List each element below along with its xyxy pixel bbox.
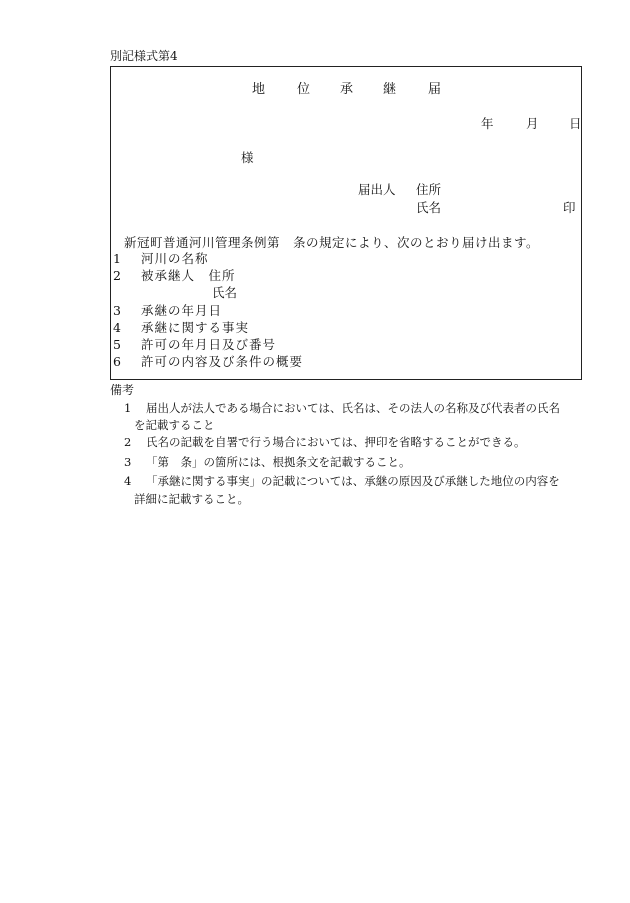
remark-text-continued: 詳細に記載すること。 [134,492,249,506]
remark-number: 1 [124,401,132,415]
item-text: 被承継人 住所 [141,268,236,283]
item-text: 許可の年月日及び番号 [141,337,277,352]
remark-text: 氏名の記載を自署で行う場合においては、押印を省略することができる。 [146,435,526,449]
remark-number: 3 [124,455,132,469]
date-day-label: 日 [569,116,582,131]
date-year-label: 年 [481,116,494,131]
remark-number: 4 [124,474,132,488]
item-text: 承継の年月日 [141,303,223,318]
form-title-char-5: 届 [428,82,442,97]
remark-text: 「第 条」の箇所には、根拠条文を記載すること。 [146,455,411,469]
item-number: 1 [113,251,121,266]
addressee-suffix: 様 [241,150,254,165]
statement-text: 新冠町普通河川管理条例第 条の規定により、次のとおり届け出ます。 [124,235,540,250]
date-month-label: 月 [526,116,539,131]
remark-text-continued: を記載すること [134,418,215,432]
item-text: 承継に関する事実 [141,320,250,335]
item-number: 5 [113,337,121,352]
notifier-label: 届出人 [358,182,396,197]
item-text: 河川の名称 [141,251,209,266]
form-title-char-1: 地 [252,82,266,97]
item-number: 3 [113,303,121,318]
item-number: 2 [113,268,121,283]
form-label: 別記様式第4 [110,49,178,63]
remark-text: 「承継に関する事実」の記載については、承継の原因及び承継した地位の内容を [146,474,560,488]
notifier-address-label: 住所 [416,182,442,197]
seal-mark: 印 [563,200,576,215]
remark-text: 届出人が法人である場合においては、氏名は、その法人の名称及び代表者の氏名 [146,401,560,415]
form-title-char-2: 位 [297,82,311,97]
notifier-name-label: 氏名 [416,200,442,215]
remarks-heading: 備考 [110,383,135,397]
item-number: 6 [113,354,121,369]
remark-number: 2 [124,435,132,449]
item-text: 許可の内容及び条件の概要 [141,354,304,369]
item-sub-text: 氏名 [212,285,238,300]
item-number: 4 [113,320,121,335]
form-title-char-4: 継 [383,82,397,97]
form-title-char-3: 承 [340,82,354,97]
